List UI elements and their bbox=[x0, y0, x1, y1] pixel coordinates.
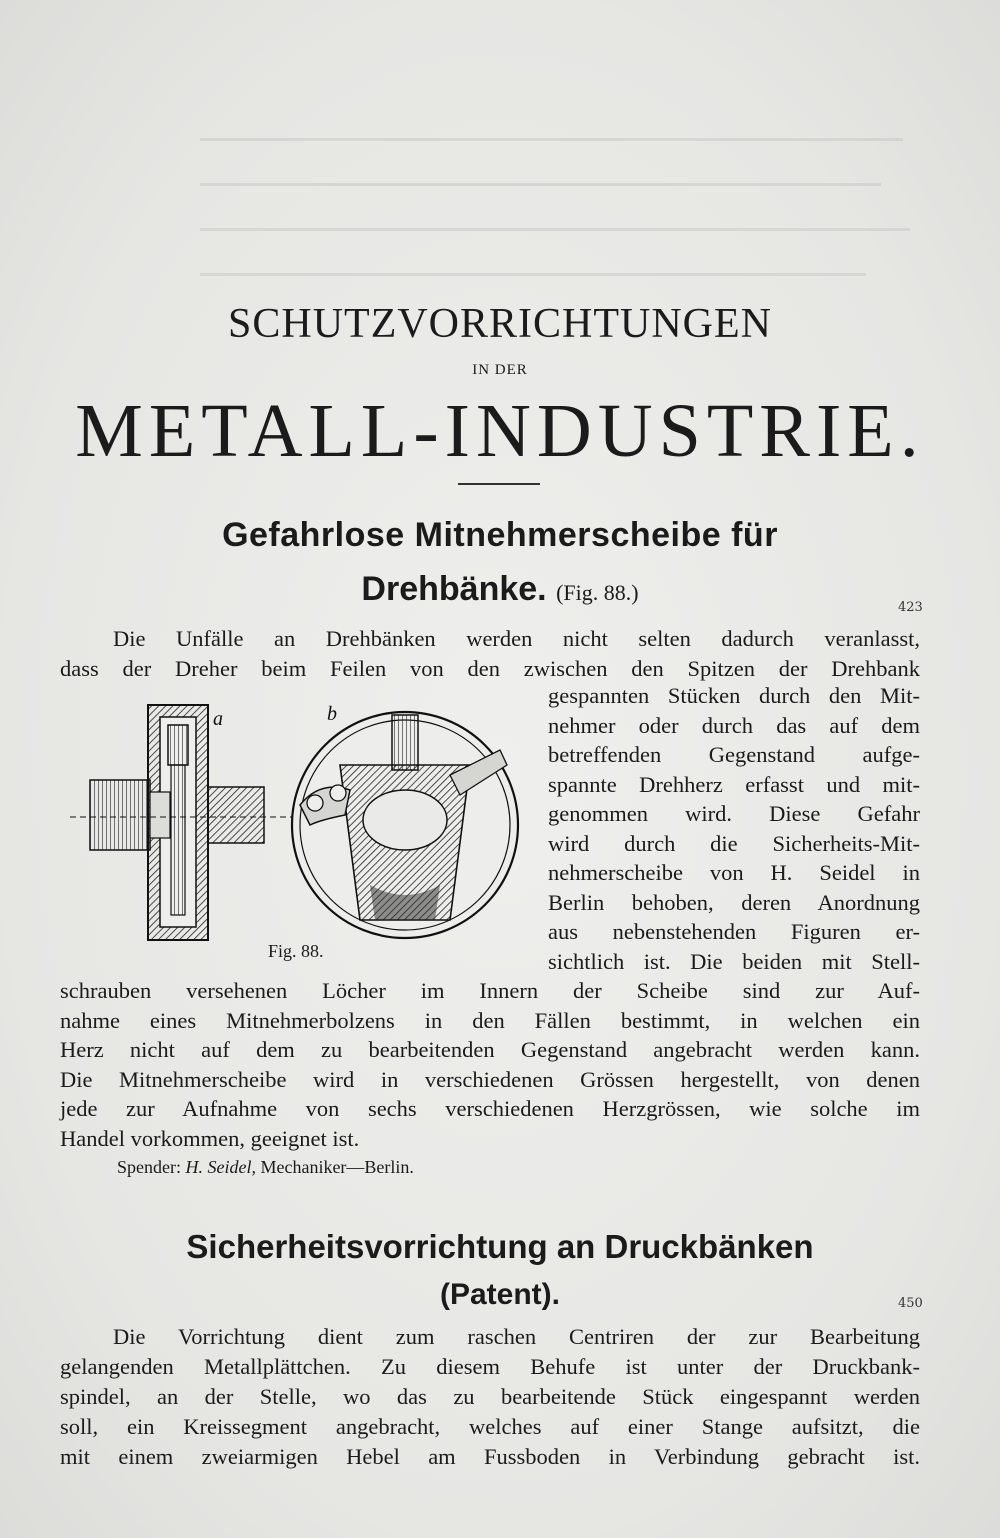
text-line: nahme eines Mitnehmerbolzens in den Fällen bestimmt, in welchen ein bbox=[60, 1007, 920, 1033]
section2-title-line1: Sicherheitsvorrichtung an Druckbänken bbox=[186, 1228, 814, 1265]
text-line: Berlin behoben, deren Anordnung bbox=[548, 889, 920, 915]
text-line: spindel, an der Stelle, wo das zu bearbeitende Stück eingespannt werden bbox=[60, 1384, 920, 1409]
section2-number: 450 bbox=[898, 1296, 923, 1311]
text-line: dass der Dreher beim Feilen von den zwischen den Spitzen der Drehbank bbox=[60, 656, 920, 681]
text-line: jede zur Aufnahme von sechs verschiedenen Herzgrössen, wie solche im bbox=[60, 1096, 920, 1121]
text-line: mit einem zweiarmigen Hebel am Fussboden in Verbindung gebracht ist. bbox=[60, 1444, 920, 1469]
spender-line bbox=[117, 1157, 414, 1178]
figure-caption: Fig. 88. bbox=[268, 941, 324, 961]
text-line: Die Vorrichtung dient zum raschen Centriren der zur Bearbeitung bbox=[113, 1324, 920, 1349]
section1-title-line1: Gefahrlose Mitnehmerscheibe für bbox=[222, 516, 778, 554]
figure-88-drawing bbox=[70, 695, 540, 955]
figure-label-b: b bbox=[327, 703, 337, 725]
text-line: schrauben versehenen Löcher im Innern der Scheibe sind zur Auf- bbox=[60, 978, 920, 1003]
text-line: aus nebenstehenden Figuren er- bbox=[548, 919, 920, 944]
spender-rest: Mechaniker—Berlin. bbox=[260, 1157, 414, 1177]
spender-label: Spender: bbox=[117, 1157, 181, 1177]
header-subtitle: IN DER bbox=[472, 362, 528, 378]
text-line: Die Unfälle an Drehbänken werden nicht selten dadurch veranlasst, bbox=[113, 626, 920, 651]
text-line: Die Mitnehmerscheibe wird in verschiedenen Grössen hergestellt, von denen bbox=[60, 1066, 920, 1092]
text-line: nehmer oder durch das auf dem bbox=[548, 712, 920, 738]
figure-88 bbox=[70, 695, 540, 955]
text-line: gespannten Stücken durch den Mit- bbox=[548, 683, 920, 708]
header-main-title: METALL-INDUSTRIE. bbox=[75, 389, 925, 473]
bleed-through-texture bbox=[200, 130, 940, 318]
text-line: genommen wird. Diese Gefahr bbox=[548, 801, 920, 826]
text-line: betreffenden Gegenstand aufge- bbox=[548, 742, 920, 767]
divider bbox=[458, 483, 540, 485]
text-line: nehmerscheibe von H. Seidel in bbox=[548, 860, 920, 885]
text-line: gelangenden Metallplättchen. Zu diesem Behufe ist unter der Druckbank- bbox=[60, 1354, 920, 1379]
text-line: spannte Drehherz erfasst und mit- bbox=[548, 771, 920, 797]
section2-title-line2: (Patent). bbox=[440, 1278, 560, 1311]
section1-title-line2 bbox=[0, 570, 1000, 609]
text-line: Herz nicht auf dem zu bearbeitenden Gegenstand angebracht werden kann. bbox=[60, 1037, 920, 1062]
text-line: sichtlich ist. Die beiden mit Stell- bbox=[548, 948, 920, 974]
section1-title-word: Drehbänke. bbox=[361, 570, 547, 608]
section1-fig-ref: (Fig. 88.) bbox=[556, 580, 639, 605]
header-title: SCHUTZVORRICHTUNGEN bbox=[228, 301, 772, 347]
figure-label-a: a bbox=[213, 708, 223, 730]
section1-number: 423 bbox=[898, 600, 923, 615]
text-line: soll, ein Kreissegment angebracht, welches auf einer Stange aufsitzt, die bbox=[60, 1414, 920, 1439]
spender-name: H. Seidel, bbox=[185, 1157, 256, 1177]
section1-last-line: Handel vorkommen, geeignet ist. bbox=[60, 1126, 360, 1151]
text-line: wird durch die Sicherheits-Mit- bbox=[548, 830, 920, 856]
